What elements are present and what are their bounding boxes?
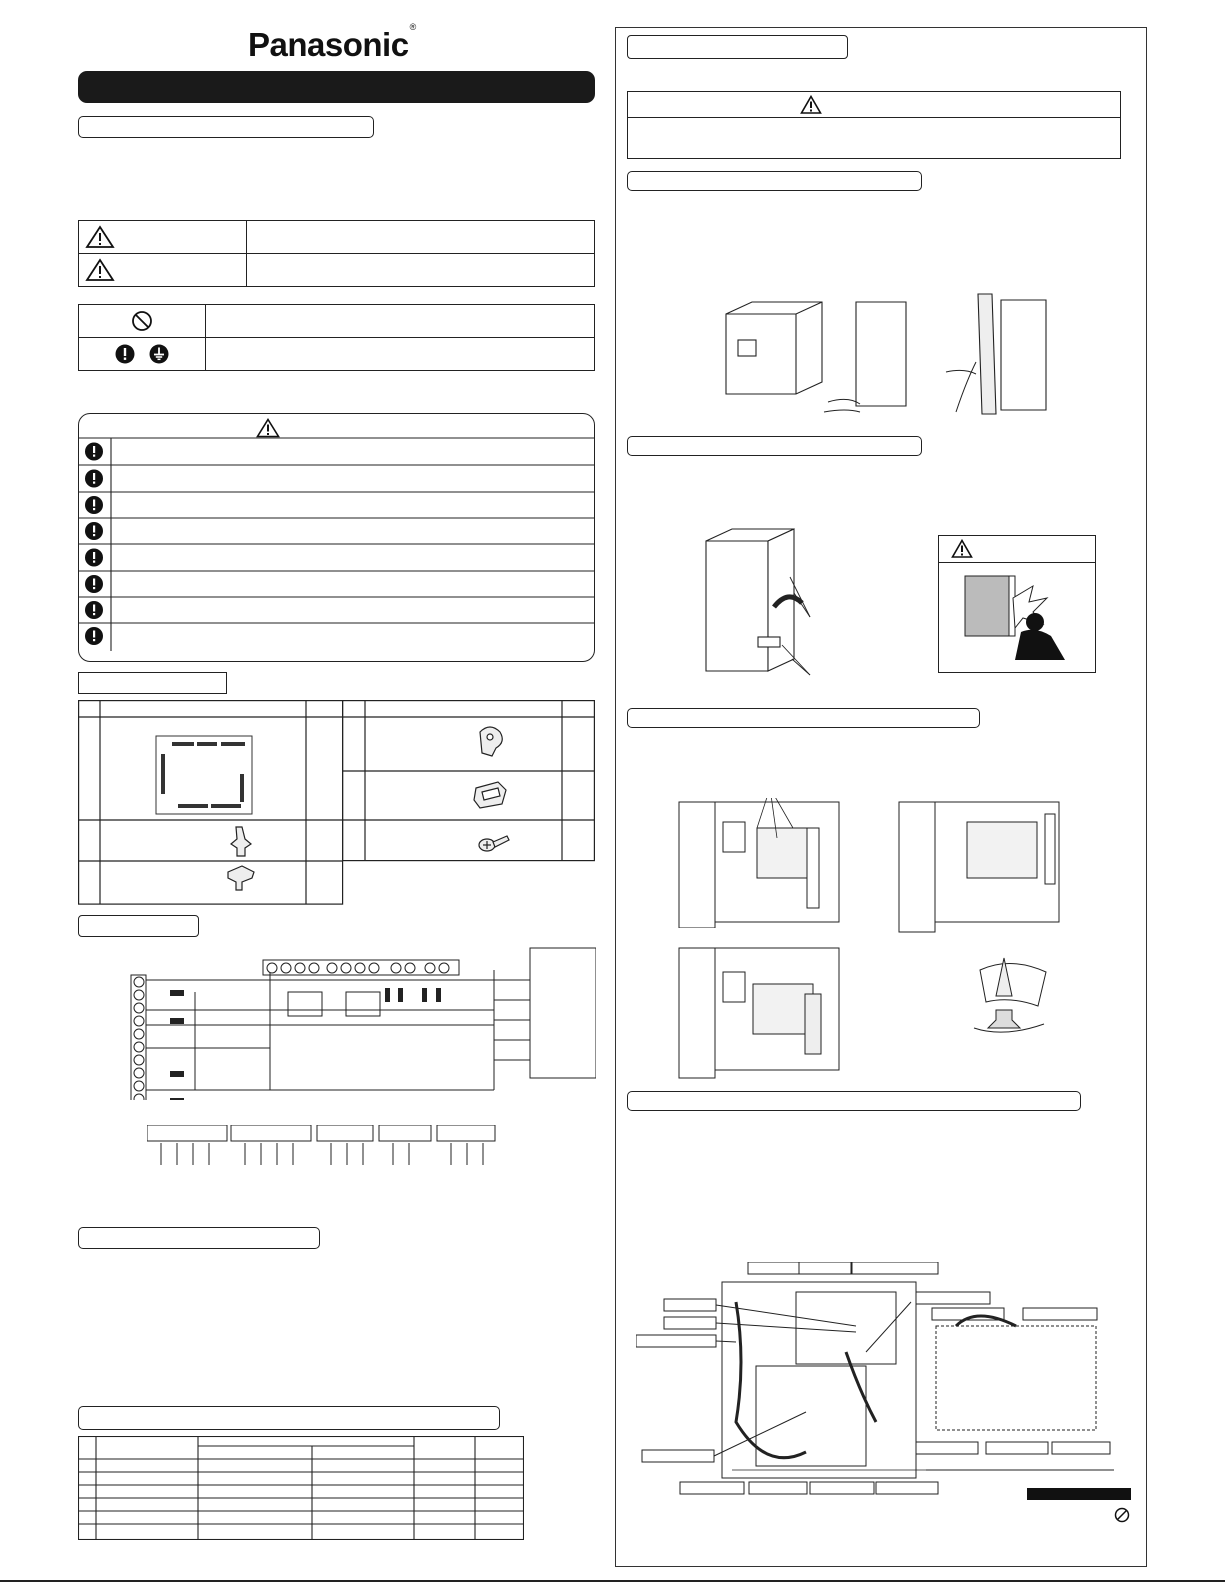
warning-description bbox=[247, 221, 595, 254]
specification-grid bbox=[78, 1436, 524, 1540]
connection-diagram bbox=[636, 1262, 1114, 1498]
caution-description bbox=[247, 254, 595, 287]
prohibited-circle-icon bbox=[131, 310, 153, 332]
section-header-accessories bbox=[78, 672, 227, 694]
symbol-table bbox=[78, 304, 595, 371]
caution-triangle-icon bbox=[85, 258, 115, 282]
front-cover-illustration bbox=[716, 292, 1056, 427]
caution-triangle-icon bbox=[951, 539, 973, 559]
board-install-illustration-3 bbox=[677, 944, 847, 1079]
board-install-drawing-1 bbox=[677, 798, 847, 928]
bottom-terminal-strip bbox=[147, 1125, 497, 1170]
bottom-terminal-drawing bbox=[147, 1125, 497, 1170]
warning-triangle-icon bbox=[85, 225, 115, 249]
board-install-illustration-2 bbox=[897, 798, 1067, 933]
accessories-table bbox=[78, 700, 595, 905]
right-warning-box bbox=[627, 91, 1121, 159]
section-header-wiring-diagram bbox=[78, 915, 199, 937]
mandatory-exclamation-icon bbox=[115, 344, 135, 364]
pinch-hazard-drawing bbox=[943, 568, 1093, 668]
accessories-grid bbox=[78, 700, 595, 905]
section-header-board-install bbox=[627, 708, 980, 728]
pcb-accessory-drawing bbox=[156, 736, 252, 814]
bushing-detail-drawing bbox=[960, 950, 1060, 1040]
screw-drawing bbox=[479, 836, 509, 851]
bushing-drawing-2 bbox=[228, 866, 254, 890]
specification-table bbox=[78, 1436, 524, 1540]
board-install-drawing-3 bbox=[677, 944, 847, 1079]
mandatory-cell bbox=[79, 338, 206, 371]
brand-logo-text: Panasonic bbox=[248, 26, 409, 63]
ground-earth-icon bbox=[149, 344, 169, 364]
registered-mark: ® bbox=[409, 22, 416, 32]
brand-logo bbox=[248, 22, 438, 63]
wiring-diagram-drawing bbox=[100, 940, 596, 1100]
warning-cell bbox=[79, 221, 247, 254]
signal-word-table bbox=[78, 220, 595, 287]
section-header-open-cover bbox=[627, 436, 922, 456]
section-header-specification-table bbox=[78, 1406, 500, 1430]
section-header-front-cover bbox=[627, 171, 922, 191]
document-title-banner bbox=[78, 71, 595, 103]
section-header-safety bbox=[78, 116, 374, 138]
section-header-removal bbox=[627, 35, 848, 59]
wire-saddle-drawing bbox=[474, 782, 506, 808]
warning-triangle-icon bbox=[800, 95, 822, 115]
cable-clamp-drawing bbox=[480, 727, 502, 756]
connection-diagram-drawing bbox=[636, 1262, 1114, 1498]
wiring-diagram bbox=[100, 940, 596, 1100]
board-install-illustration-1 bbox=[677, 798, 847, 928]
board-install-drawing-2 bbox=[897, 798, 1067, 933]
open-cover-drawing bbox=[700, 527, 840, 677]
bushing-detail-illustration bbox=[960, 950, 1060, 1040]
section-header-installation bbox=[78, 1227, 320, 1249]
prohibited-cell bbox=[79, 305, 206, 338]
front-cover-drawing bbox=[716, 292, 1056, 427]
bushing-drawing-1 bbox=[231, 827, 251, 856]
document-code-tag bbox=[1027, 1488, 1131, 1500]
prohibited-description bbox=[206, 305, 595, 338]
warning-item-rows bbox=[78, 413, 595, 662]
page-bottom-rule bbox=[0, 1580, 1225, 1582]
open-cover-illustration bbox=[700, 527, 840, 677]
caution-pinch-box bbox=[938, 535, 1096, 673]
section-header-wiring-connection bbox=[627, 1091, 1081, 1111]
prohibited-circle-icon bbox=[1114, 1507, 1130, 1523]
mandatory-description bbox=[206, 338, 595, 371]
warning-instruction-box bbox=[78, 413, 595, 662]
caution-cell bbox=[79, 254, 247, 287]
